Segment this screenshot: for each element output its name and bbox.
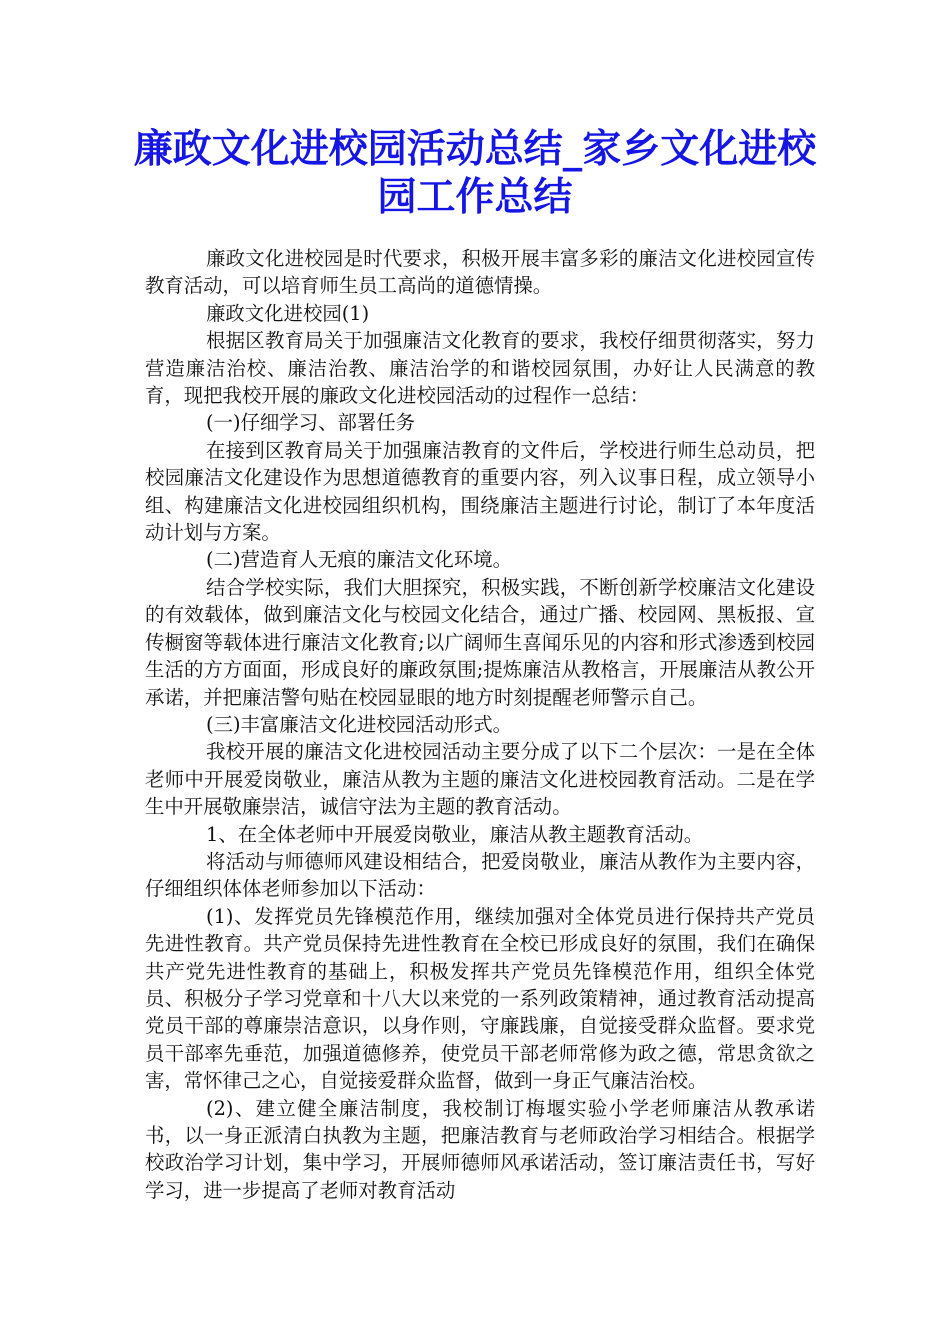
paragraph-subsection-1: 将活动与师德师风建设相结合，把爱岗敬业，廉洁从教作为主要内容，仔细组织体体老师参加以下活动： (145, 849, 815, 901)
document-title: 廉政文化进校园活动总结_家乡文化进校园工作总结 (133, 127, 817, 220)
section-heading-3: (三)丰富廉洁文化进校园活动形式。 (206, 712, 512, 736)
paragraph-intro: 廉政文化进校园是时代要求，积极开展丰富多彩的廉洁文化进校园宣传教育活动，可以培育师生员工高尚的道德情操。 (145, 247, 815, 298)
paragraph-summary-lead: 根据区教育局关于加强廉洁文化教育的要求，我校仔细贯彻落实，努力营造廉洁治校、廉洁治教、廉洁治学的和谐校园氛围，办好让人民满意的教育，现把我校开展的廉政文化进校园活动的过程作一总结： (145, 329, 815, 408)
paragraph-section-2: 结合学校实际，我们大胆探究，积极实践，不断创新学校廉洁文化建设的有效载体，做到廉洁文化与校园文化结合，通过广播、校园网、黑板报、宣传橱窗等载体进行廉洁文化教育;以广阔师生喜闻乐见的内容和形式渗透到校园生活的方方面面，形成良好的廉政氛围;提炼廉洁从教格言，开展廉洁从教公开承诺，并把廉洁警句贴在校园显眼的地方时刻提醒老师警示自己。 (145, 575, 815, 709)
list-item-1: (1)、发挥党员先锋模范作用，继续加强对全体党员进行保持共产党员先进性教育。共产党员保持先进性教育在全校已形成良好的氛围，我们在确保共产党先进性教育的基础上，积极发挥共产党员先锋模范作用，组织全体党员、积极分子学习党章和十八大以来党的一系列政策精神，通过教育活动提高党员干部的尊廉崇洁意识，以身作则，守廉践廉，自觉接受群众监督。要求党员干部率先垂范，加强道德修养，使党员干部老师常修为政之德，常思贪欲之害，常怀律己之心，自觉接爱群众监督，做到一身正气廉洁治校。 (145, 904, 815, 1093)
paragraph-subtitle: 廉政文化进校园(1) (206, 301, 370, 325)
section-heading-1: (一)仔细学习、部署任务 (206, 411, 416, 435)
list-item-2: (2)、建立健全廉洁制度，我校制订梅堰实验小学老师廉洁从教承诺书，以一身正派清白执教为主题，把廉洁教育与老师政治学习相结合。根据学校政治学习计划，集中学习，开展师德师风承诺活动，签订廉洁责任书，写好学习，进一步提高了老师对教育活动 (145, 1096, 815, 1202)
section-heading-2: (二)营造育人无痕的廉洁文化环境。 (206, 548, 512, 572)
document-body (145, 245, 815, 1204)
paragraph-section-1: 在接到区教育局关于加强廉洁教育的文件后，学校进行师生总动员，把校园廉洁文化建设作为思想道德教育的重要内容，列入议事日程，成立领导小组、构建廉洁文化进校园组织机构，围绕廉洁主题进行讨论，制订了本年度活动计划与方案。 (145, 438, 815, 545)
paragraph-section-3: 我校开展的廉洁文化进校园活动主要分成了以下二个层次：一是在全体老师中开展爱岗敬业，廉洁从教为主题的廉洁文化进校园教育活动。二是在学生中开展敬廉崇洁，诚信守法为主题的教育活动。 (145, 740, 815, 819)
subsection-heading-1: 1、在全体老师中开展爱岗敬业，廉洁从教主题教育活动。 (206, 822, 704, 846)
